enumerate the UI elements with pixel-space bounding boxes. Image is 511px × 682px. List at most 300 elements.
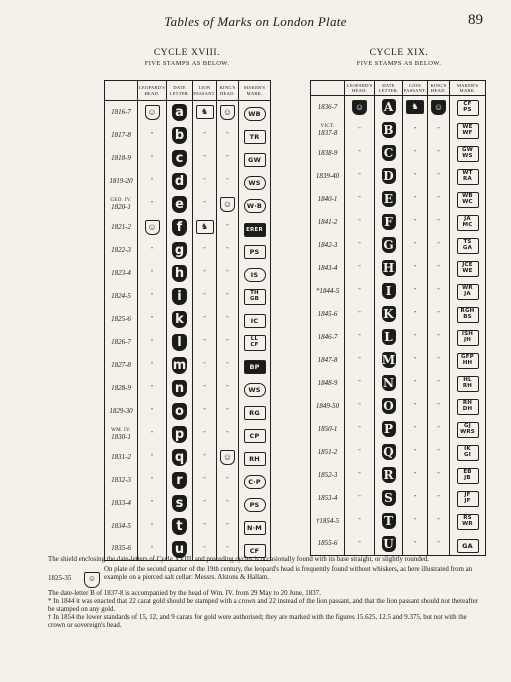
date-letter-shield: L [382,329,396,345]
year-label: 1834-5 [111,521,131,530]
ditto-mark: " [358,334,361,340]
ditto-mark: " [358,219,361,225]
footnote-leopard-row [48,566,478,588]
lion-cell [193,469,217,492]
lion-cell [193,239,217,262]
maker-mark-stamp: C·P [244,475,266,489]
year-cell [105,124,138,147]
date-letter-cell [375,211,403,234]
table-row [105,239,271,262]
ditto-mark: " [437,495,440,501]
maker-mark-initials: RGH [460,307,475,314]
leopard-cell [138,515,167,538]
maker-mark-cell [450,418,486,441]
date-letter-cell [375,234,403,257]
ditto-mark: " [203,454,206,460]
date-letter-shield: K [383,307,394,321]
maker-mark-initials: RS [463,514,472,521]
table-row [105,170,271,193]
maker-mark-cell [450,257,486,280]
sovereign-cell [217,331,239,354]
leopard-cell [345,96,375,119]
year-label: 1828-9 [111,383,131,392]
sovereign-cell [428,96,450,119]
date-letter-shield: d [172,173,187,190]
lion-cell [403,326,428,349]
cycle-18-subtitle: FIVE STAMPS AS BELOW. [144,60,230,67]
footnote-years: 1825-35 [48,574,72,582]
year-cell [311,234,345,257]
ditto-mark: " [226,362,229,368]
sovereign-cell [217,377,239,400]
year-cell [105,515,138,538]
year-label: 1831-2 [111,452,131,461]
year-label: 1827-8 [111,360,131,369]
table-row [105,262,271,285]
maker-mark-initials: JF [464,498,471,504]
ditto-mark: " [413,380,417,386]
ditto-mark: " [203,201,206,207]
ditto-mark: " [203,178,206,184]
year-cell [105,354,138,377]
date-letter-cell [375,395,403,418]
maker-mark-stamp [457,376,479,392]
maker-mark-cell [239,492,271,515]
maker-mark-initials: HH [462,360,473,366]
year-label: 1830-1 [111,433,131,441]
lion-cell [193,515,217,538]
date-letter-cell [167,101,193,124]
cycle-19-subtitle: FIVE STAMPS AS BELOW. [356,60,442,67]
column-header: DATE LETTER. [375,81,403,96]
ditto-mark: " [437,540,440,547]
lion-cell [193,170,217,193]
lion-cell [403,257,428,280]
footnote-1854: † In 1854 the lower standards of 15, 12, and 9 carats for gold were authorised; they are marked with the figures 15.625, 12.5 and 9.375, but not with the crown or sovereign's head. [48,614,467,629]
lion-cell [193,377,217,400]
date-letter-shield: Q [383,445,394,459]
maker-mark-stamp [457,146,479,162]
table-row [105,193,271,216]
year-cell [105,446,138,469]
ditto-mark: " [226,500,229,506]
year-label: 1843-4 [317,263,338,272]
maker-mark-stamp [457,399,479,415]
date-letter-shield: T [382,513,396,529]
maker-mark-cell [450,280,486,303]
leopard-cell [345,234,375,257]
maker-mark-cell [450,234,486,257]
date-letter-shield: U [383,536,394,551]
leopard-cell [138,239,167,262]
year-label: 1851-2 [317,447,338,456]
ditto-mark: " [358,472,361,478]
leopard-cell [345,510,375,533]
date-letter-shield: s [172,495,187,512]
column-header: LEOPARD'S HEAD. [138,81,167,101]
date-letter-cell [167,492,193,515]
column-header [105,81,138,101]
ditto-mark: " [358,311,361,317]
ditto-mark: " [437,334,440,340]
year-label: 1855-6 [317,539,338,548]
sovereign-cell [428,257,450,280]
year-cell [311,487,345,510]
table-row [311,418,486,441]
maker-mark-initials: RA [463,176,472,182]
table-row [311,441,486,464]
leopard-cell [345,188,375,211]
maker-mark-initials: WF [462,130,473,136]
maker-mark-cell [450,395,486,418]
date-letter-shield: E [382,191,396,207]
table-row [311,234,486,257]
maker-mark-stamp: TR [244,130,266,144]
date-letter-cell [375,142,403,165]
lion-passant-icon: ♞ [406,100,424,114]
year-label: 1824-5 [111,291,131,300]
ditto-mark: " [150,385,154,391]
ditto-mark: " [203,408,206,414]
maker-mark-stamp: BP [244,360,266,374]
date-letter-shield: N [383,376,394,390]
year-label: 1840-1 [317,194,338,203]
maker-mark-cell [450,119,486,142]
ditto-mark: " [437,449,440,455]
ditto-mark: " [437,380,440,386]
table-row [311,533,486,556]
maker-mark-cell [239,308,271,331]
date-letter-shield: h [172,265,187,282]
date-letter-shield: G [383,238,394,252]
ditto-mark: " [226,408,229,414]
maker-mark-stamp [457,445,479,461]
ditto-mark: " [413,196,417,202]
table-row [105,101,271,124]
year-cell [311,165,345,188]
sovereign-cell [217,170,239,193]
ditto-mark: " [203,500,206,506]
ditto-mark: " [203,362,206,368]
year-cell [311,257,345,280]
cycle-19-header-row [311,81,486,96]
leopard-head-icon: ☺ [145,105,160,120]
lion-cell [193,331,217,354]
maker-mark-initials: JB [464,475,471,481]
ditto-mark: " [437,518,440,524]
sovereign-cell [217,124,239,147]
leopard-cell [345,395,375,418]
maker-mark-initials: WB [462,192,473,199]
year-label: 1816-7 [111,107,131,116]
lion-cell [403,418,428,441]
date-letter-shield: o [172,403,187,420]
ditto-mark: " [226,385,229,391]
reign-label: VICT. [320,124,335,129]
leopard-cell [138,193,167,216]
lion-cell [403,303,428,326]
lion-cell [403,234,428,257]
year-label: 1838-9 [317,148,338,157]
reign-label: WM. IV. [111,428,131,433]
sovereign-cell [217,469,239,492]
sovereign-head-icon: ☺ [220,105,235,120]
year-cell [311,211,345,234]
table-row [105,423,271,446]
maker-mark-stamp [457,307,479,323]
maker-mark-stamp [457,100,479,116]
maker-mark-initials: MC [462,222,473,228]
ditto-mark: " [413,357,417,363]
ditto-mark: " [203,523,206,529]
date-letter-shield: C [382,145,396,161]
date-letter-cell [167,239,193,262]
maker-mark-initials: BS [463,314,472,320]
maker-mark-initials: GA [462,245,473,251]
year-cell [311,464,345,487]
year-cell [311,142,345,165]
year-label: †1854-5 [315,516,340,525]
maker-mark-cell [450,326,486,349]
date-letter-cell [375,119,403,142]
ditto-mark: " [413,334,417,340]
maker-mark-cell [450,165,486,188]
year-cell [105,423,138,446]
maker-mark-cell [239,101,271,124]
table-row [311,464,486,487]
ditto-mark: " [150,201,154,207]
table-row [105,492,271,515]
year-label: 1829-30 [109,406,133,415]
sovereign-cell [217,354,239,377]
table-row [311,349,486,372]
ditto-mark: " [150,523,154,529]
date-letter-shield: B [383,123,394,137]
footnote-leopard: On plate of the second quarter of the 19th century, the leopard's head is frequently found without whiskers, as here illustrated from an example on a pierced salt cellar: Messrs. Alstons & Hallam. [104,566,473,581]
year-cell [105,492,138,515]
ditto-mark: " [226,247,229,253]
page-header [0,14,511,34]
year-label: 1848-9 [317,378,338,387]
ditto-mark: " [226,224,229,230]
ditto-mark: " [203,339,206,345]
ditto-mark: " [226,132,229,138]
maker-mark-initials: JA [464,291,471,297]
maker-mark-initials: RH [462,399,473,406]
maker-mark-cell [450,372,486,395]
leopard-cell [138,285,167,308]
lion-cell [403,533,428,556]
maker-mark-stamp: WB [244,107,266,121]
maker-mark-stamp: N·M [244,521,266,535]
date-letter-cell [375,464,403,487]
sovereign-cell [217,216,239,239]
date-letter-shield: P [382,421,396,437]
year-cell [311,372,345,395]
ditto-mark: " [358,127,361,133]
ditto-mark: " [226,316,229,322]
ditto-mark: " [413,403,417,409]
leopard-cell [345,257,375,280]
date-letter-cell [167,515,193,538]
date-letter-shield: k [172,311,187,328]
year-cell [311,96,345,119]
ditto-mark: " [437,196,440,202]
year-cell [311,119,345,142]
lion-cell [403,372,428,395]
maker-mark-stamp [457,422,479,438]
ditto-mark: " [226,178,229,184]
ditto-mark: " [437,357,440,363]
maker-mark-initials: WS [462,153,473,159]
ditto-mark: " [150,247,154,253]
ditto-mark: " [226,270,229,276]
table-row [311,142,486,165]
lion-cell [193,400,217,423]
leopard-cell [345,142,375,165]
table-row [105,515,271,538]
ditto-mark: " [437,403,440,409]
date-letter-shield: n [172,380,187,397]
leopard-cell [345,165,375,188]
date-letter-cell [375,165,403,188]
date-letter-shield: F [382,214,396,230]
sovereign-cell [217,262,239,285]
year-cell [105,170,138,193]
maker-mark-cell [450,441,486,464]
sovereign-cell [217,147,239,170]
maker-mark-cell [239,285,271,308]
maker-mark-stamp [457,330,479,346]
page-number: 89 [468,12,483,28]
maker-mark-cell [450,349,486,372]
maker-mark-cell [239,469,271,492]
cycle-19-title: CYCLE XIX. [369,48,429,58]
date-letter-shield: c [172,150,187,167]
maker-mark-initials: CF [463,100,472,107]
ditto-mark: " [203,132,206,138]
sovereign-cell [428,234,450,257]
footnotes [48,556,478,630]
date-letter-cell [167,262,193,285]
year-label: 1821-2 [111,222,131,231]
date-letter-cell [167,147,193,170]
ditto-mark: " [203,155,206,161]
ditto-mark: " [150,545,154,552]
date-letter-cell [375,326,403,349]
table-row [311,280,486,303]
year-cell [105,377,138,400]
year-cell [311,280,345,303]
sovereign-cell [428,280,450,303]
ditto-mark: " [413,242,417,248]
maker-mark-stamp [457,238,479,254]
sovereign-cell [217,239,239,262]
maker-mark-stamp: CF [244,544,266,558]
maker-mark-initials: CF [250,342,259,348]
sovereign-cell [428,418,450,441]
year-label: 1842-3 [317,240,338,249]
date-letter-cell [375,510,403,533]
leopard-cell [138,101,167,124]
ditto-mark: " [150,339,154,345]
ditto-mark: " [413,311,417,317]
ditto-mark: " [150,316,154,322]
maker-mark-cell [450,464,486,487]
ditto-mark: " [413,449,417,455]
date-letter-cell [375,303,403,326]
ditto-mark: " [358,242,361,248]
leopard-cell [345,372,375,395]
sovereign-cell [428,188,450,211]
maker-mark-initials: EB [463,468,472,475]
maker-mark-stamp: GA [457,539,479,553]
date-letter-shield: O [383,399,394,413]
column-header: MAKER'S MARK. [450,81,486,96]
ditto-mark: " [437,242,440,248]
maker-mark-initials: WC [462,199,473,205]
maker-mark-cell [239,262,271,285]
ditto-mark: " [150,477,154,483]
date-letter-shield: r [172,472,187,489]
sovereign-cell [217,193,239,216]
ditto-mark: " [358,265,361,271]
ditto-mark: " [150,454,154,460]
maker-mark-stamp [457,192,479,208]
maker-mark-initials: GFP [461,353,474,360]
maker-mark-cell [239,193,271,216]
maker-mark-initials: WT [462,169,473,176]
leopard-cell [345,349,375,372]
lion-cell [193,285,217,308]
maker-mark-stamp: RH [244,452,266,466]
table-row [105,354,271,377]
page-title: Tables of Marks on London Plate [164,14,347,29]
lion-cell [403,487,428,510]
ditto-mark: " [413,472,417,478]
leopard-cell [345,280,375,303]
ditto-mark: " [203,385,206,391]
maker-mark-cell [450,142,486,165]
ditto-mark: " [413,518,417,524]
year-cell [311,510,345,533]
maker-mark-stamp: PS [244,245,266,259]
maker-mark-initials: TS [463,238,472,245]
ditto-mark: " [358,196,361,202]
date-letter-shield: H [382,261,395,275]
ditto-mark: " [413,173,417,179]
sovereign-cell [217,400,239,423]
year-cell [105,262,138,285]
year-cell [311,326,345,349]
sovereign-cell [217,492,239,515]
maker-mark-cell [239,124,271,147]
leopard-cell [138,377,167,400]
date-letter-cell [375,418,403,441]
footnote-date-letter: The date-letter B of 1837-8 is accompanied by the head of Wm. IV. from 29 May to 20 June, 1837. [48,590,321,597]
maker-mark-cell [239,400,271,423]
table-row [105,147,271,170]
ditto-mark: " [150,293,154,299]
year-cell [105,285,138,308]
leopard-cell [138,147,167,170]
year-label: 1841-2 [317,217,338,226]
ditto-mark: " [358,173,361,179]
year-cell [105,193,138,216]
sovereign-cell [428,119,450,142]
lion-cell [403,188,428,211]
ditto-mark: " [226,431,229,437]
